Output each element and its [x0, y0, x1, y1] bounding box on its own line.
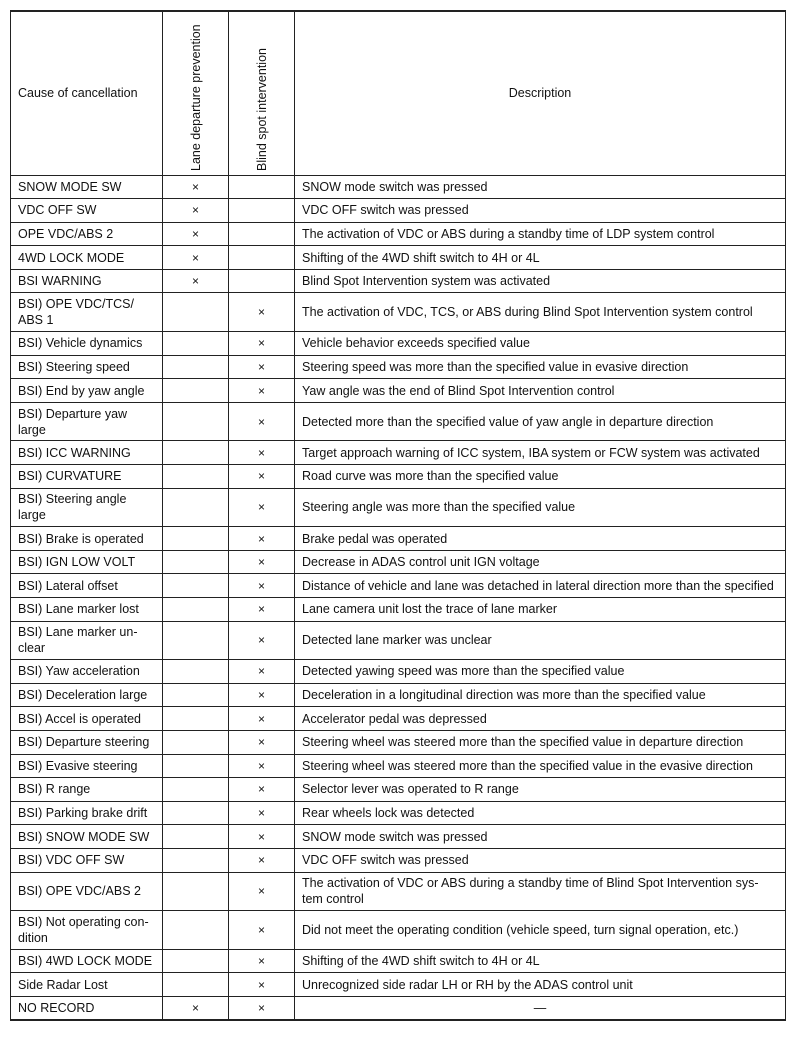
ldp-mark-cell: [163, 332, 229, 356]
table-row: [11, 550, 786, 574]
bsi-mark-cell: ×: [229, 293, 295, 332]
bsi-mark-cell: ×: [229, 825, 295, 849]
ldp-mark-cell: [163, 550, 229, 574]
ldp-mark-cell: [163, 730, 229, 754]
description-cell: Shifting of the 4WD shift switch to 4H or 4L: [295, 246, 786, 270]
description-cell: Detected yawing speed was more than the specified value: [295, 660, 786, 684]
cause-cell: BSI) SNOW MODE SW: [11, 825, 163, 849]
bsi-mark-cell: ×: [229, 778, 295, 802]
bsi-mark-cell: ×: [229, 801, 295, 825]
table-row: [11, 246, 786, 270]
bsi-mark-cell: ×: [229, 598, 295, 622]
table-row: [11, 379, 786, 403]
table-row: [11, 199, 786, 223]
cause-cell: VDC OFF SW: [11, 199, 163, 223]
ldp-mark-cell: [163, 402, 229, 441]
ldp-mark-cell: [163, 465, 229, 489]
table-row: [11, 754, 786, 778]
table-row: [11, 825, 786, 849]
ldp-mark-cell: ×: [163, 222, 229, 246]
ldp-mark-cell: [163, 801, 229, 825]
cause-cell: BSI) Steering angle large: [11, 488, 163, 527]
ldp-mark-cell: ×: [163, 996, 229, 1020]
bsi-mark-cell: ×: [229, 488, 295, 527]
description-cell: Rear wheels lock was detected: [295, 801, 786, 825]
table-row: [11, 175, 786, 199]
description-cell: Unrecognized side radar LH or RH by the ADAS control unit: [295, 973, 786, 997]
header-description: Description: [295, 11, 786, 175]
ldp-mark-cell: [163, 293, 229, 332]
cause-cell: BSI) Lateral offset: [11, 574, 163, 598]
table-row: [11, 621, 786, 660]
table-row: [11, 332, 786, 356]
description-cell: Did not meet the operating condition (vehicle speed, turn signal operation, etc.): [295, 911, 786, 950]
bsi-mark-cell: [229, 269, 295, 293]
bsi-mark-cell: ×: [229, 355, 295, 379]
cause-cell: BSI) Parking brake drift: [11, 801, 163, 825]
description-cell: Yaw angle was the end of Blind Spot Intervention control: [295, 379, 786, 403]
table-row: [11, 488, 786, 527]
ldp-mark-cell: [163, 574, 229, 598]
description-cell: Blind Spot Intervention system was activated: [295, 269, 786, 293]
table-row: [11, 222, 786, 246]
ldp-mark-cell: [163, 949, 229, 973]
bsi-mark-cell: ×: [229, 996, 295, 1020]
ldp-mark-cell: [163, 355, 229, 379]
bsi-mark-cell: [229, 175, 295, 199]
ldp-mark-cell: [163, 754, 229, 778]
header-cause: Cause of cancellation: [11, 11, 163, 175]
ldp-mark-cell: [163, 848, 229, 872]
ldp-mark-cell: [163, 683, 229, 707]
cause-cell: BSI) Steering speed: [11, 355, 163, 379]
cause-cell: BSI) Vehicle dynamics: [11, 332, 163, 356]
table-row: [11, 848, 786, 872]
table-row: [11, 574, 786, 598]
cause-cell: BSI) IGN LOW VOLT: [11, 550, 163, 574]
table-row: [11, 996, 786, 1020]
header-ldp-label: Lane departure prevention: [188, 24, 203, 172]
table-row: [11, 778, 786, 802]
cause-cell: BSI) 4WD LOCK MODE: [11, 949, 163, 973]
description-cell: Deceleration in a longitudinal direction was more than the specified value: [295, 683, 786, 707]
table-row: [11, 730, 786, 754]
table-row: [11, 660, 786, 684]
ldp-mark-cell: [163, 660, 229, 684]
bsi-mark-cell: ×: [229, 949, 295, 973]
description-cell: Detected lane marker was unclear: [295, 621, 786, 660]
bsi-mark-cell: [229, 246, 295, 270]
bsi-mark-cell: ×: [229, 730, 295, 754]
description-cell: VDC OFF switch was pressed: [295, 199, 786, 223]
ldp-mark-cell: ×: [163, 199, 229, 223]
ldp-mark-cell: ×: [163, 246, 229, 270]
ldp-mark-cell: [163, 911, 229, 950]
ldp-mark-cell: [163, 973, 229, 997]
cause-cell: BSI) End by yaw angle: [11, 379, 163, 403]
bsi-mark-cell: ×: [229, 465, 295, 489]
cause-cell: 4WD LOCK MODE: [11, 246, 163, 270]
table-row: [11, 527, 786, 551]
table-body: [11, 175, 786, 1020]
description-cell: The activation of VDC, TCS, or ABS during Blind Spot Intervention system control: [295, 293, 786, 332]
cause-cell: BSI) Departure yaw large: [11, 402, 163, 441]
bsi-mark-cell: ×: [229, 660, 295, 684]
description-cell: SNOW mode switch was pressed: [295, 175, 786, 199]
table-row: [11, 707, 786, 731]
ldp-mark-cell: [163, 707, 229, 731]
description-cell: Vehicle behavior exceeds specified value: [295, 332, 786, 356]
bsi-mark-cell: [229, 199, 295, 223]
cause-cell: BSI) CURVATURE: [11, 465, 163, 489]
bsi-mark-cell: ×: [229, 550, 295, 574]
description-cell: Accelerator pedal was depressed: [295, 707, 786, 731]
description-cell: SNOW mode switch was pressed: [295, 825, 786, 849]
bsi-mark-cell: ×: [229, 848, 295, 872]
bsi-mark-cell: ×: [229, 379, 295, 403]
table-row: [11, 441, 786, 465]
cause-cell: BSI) Deceleration large: [11, 683, 163, 707]
cause-cell: BSI) Evasive steering: [11, 754, 163, 778]
cause-cell: BSI WARNING: [11, 269, 163, 293]
ldp-mark-cell: [163, 598, 229, 622]
cause-cell: BSI) Accel is operated: [11, 707, 163, 731]
cause-cell: BSI) R range: [11, 778, 163, 802]
cause-cell: BSI) ICC WARNING: [11, 441, 163, 465]
cause-cell: OPE VDC/ABS 2: [11, 222, 163, 246]
ldp-mark-cell: [163, 488, 229, 527]
ldp-mark-cell: [163, 379, 229, 403]
cause-cell: BSI) Lane marker un- clear: [11, 621, 163, 660]
cause-cell: BSI) Brake is operated: [11, 527, 163, 551]
cancellation-table: [10, 10, 786, 1021]
description-cell: The activation of VDC or ABS during a standby time of LDP system control: [295, 222, 786, 246]
description-cell: Steering wheel was steered more than the specified value in departure direction: [295, 730, 786, 754]
ldp-mark-cell: [163, 872, 229, 911]
table-row: [11, 801, 786, 825]
description-cell: Road curve was more than the specified value: [295, 465, 786, 489]
description-cell: Brake pedal was operated: [295, 527, 786, 551]
table-row: [11, 293, 786, 332]
description-cell: VDC OFF switch was pressed: [295, 848, 786, 872]
cause-cell: NO RECORD: [11, 996, 163, 1020]
bsi-mark-cell: ×: [229, 621, 295, 660]
bsi-mark-cell: ×: [229, 973, 295, 997]
cause-cell: BSI) Not operating con- dition: [11, 911, 163, 950]
table-row: [11, 598, 786, 622]
cause-cell: BSI) Lane marker lost: [11, 598, 163, 622]
header-bsi: [229, 11, 295, 175]
cause-cell: BSI) OPE VDC/ABS 2: [11, 872, 163, 911]
ldp-mark-cell: [163, 621, 229, 660]
description-cell: Distance of vehicle and lane was detached in lateral direction more than the specified: [295, 574, 786, 598]
bsi-mark-cell: ×: [229, 527, 295, 551]
description-cell: Lane camera unit lost the trace of lane marker: [295, 598, 786, 622]
description-cell: Steering speed was more than the specified value in evasive direction: [295, 355, 786, 379]
table-row: [11, 872, 786, 911]
description-cell: Selector lever was operated to R range: [295, 778, 786, 802]
cause-cell: BSI) Yaw acceleration: [11, 660, 163, 684]
ldp-mark-cell: ×: [163, 175, 229, 199]
ldp-mark-cell: ×: [163, 269, 229, 293]
bsi-mark-cell: [229, 222, 295, 246]
table-row: [11, 402, 786, 441]
cause-cell: BSI) OPE VDC/TCS/ ABS 1: [11, 293, 163, 332]
bsi-mark-cell: ×: [229, 707, 295, 731]
table-row: [11, 949, 786, 973]
description-cell: The activation of VDC or ABS during a standby time of Blind Spot Intervention sys- tem control: [295, 872, 786, 911]
table-row: [11, 683, 786, 707]
ldp-mark-cell: [163, 825, 229, 849]
bsi-mark-cell: ×: [229, 872, 295, 911]
bsi-mark-cell: ×: [229, 402, 295, 441]
bsi-mark-cell: ×: [229, 754, 295, 778]
table-row: [11, 355, 786, 379]
ldp-mark-cell: [163, 441, 229, 465]
bsi-mark-cell: ×: [229, 441, 295, 465]
cause-cell: BSI) VDC OFF SW: [11, 848, 163, 872]
description-cell: Steering wheel was steered more than the specified value in the evasive direction: [295, 754, 786, 778]
bsi-mark-cell: ×: [229, 574, 295, 598]
description-cell: Decrease in ADAS control unit IGN voltage: [295, 550, 786, 574]
bsi-mark-cell: ×: [229, 332, 295, 356]
table-row: [11, 973, 786, 997]
bsi-mark-cell: ×: [229, 683, 295, 707]
description-cell: Steering angle was more than the specified value: [295, 488, 786, 527]
cause-cell: Side Radar Lost: [11, 973, 163, 997]
cause-cell: SNOW MODE SW: [11, 175, 163, 199]
ldp-mark-cell: [163, 527, 229, 551]
description-cell: Target approach warning of ICC system, IBA system or FCW system was activated: [295, 441, 786, 465]
table-row: [11, 911, 786, 950]
table-row: [11, 269, 786, 293]
table-header: [11, 11, 786, 175]
description-cell: —: [295, 996, 786, 1020]
ldp-mark-cell: [163, 778, 229, 802]
bsi-mark-cell: ×: [229, 911, 295, 950]
cause-cell: BSI) Departure steering: [11, 730, 163, 754]
header-bsi-label: Blind spot intervention: [254, 48, 269, 172]
header-ldp: [163, 11, 229, 175]
description-cell: Detected more than the specified value of yaw angle in departure direction: [295, 402, 786, 441]
description-cell: Shifting of the 4WD shift switch to 4H or 4L: [295, 949, 786, 973]
table-row: [11, 465, 786, 489]
